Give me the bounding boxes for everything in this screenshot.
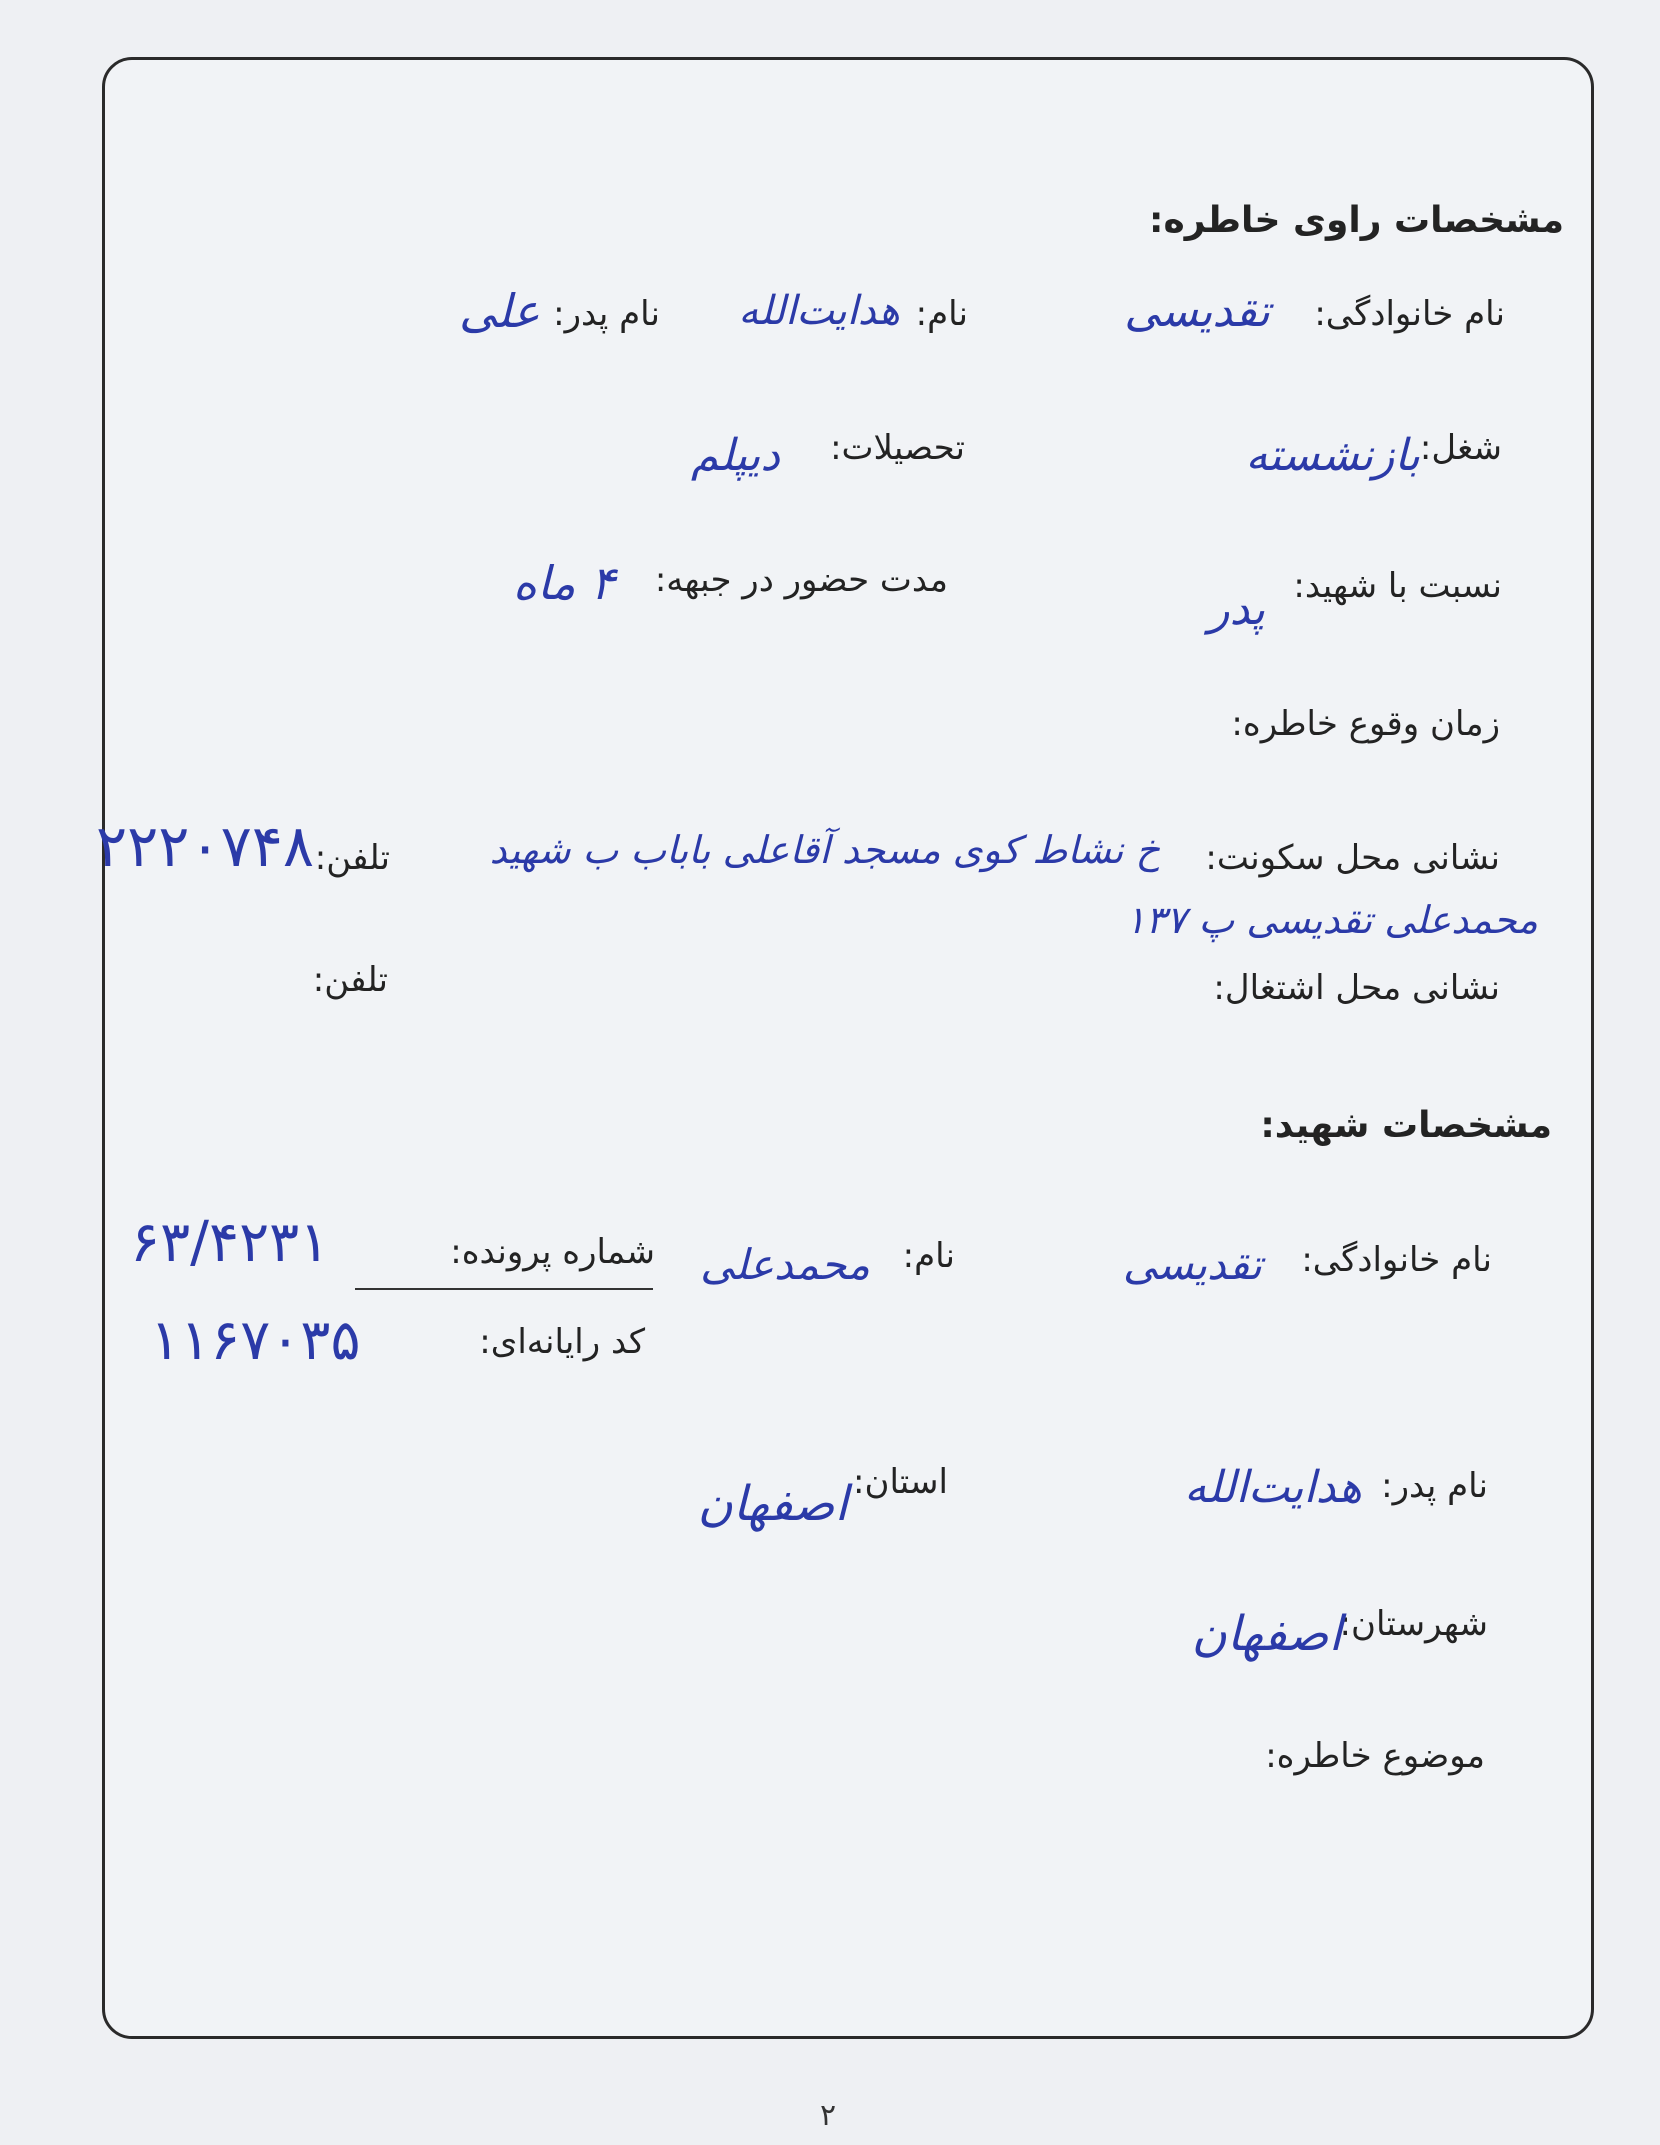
narrator-edu-label: تحصیلات: <box>830 428 965 468</box>
narrator-duration-label: مدت حضور در جبهه: <box>654 560 948 600</box>
narrator-name-label: نام: <box>915 294 968 334</box>
martyr-father-value: هدایت‌الله <box>1184 1462 1362 1513</box>
narrator-job-value: بازنشسته <box>1245 430 1420 481</box>
martyr-file-underline <box>355 1288 653 1290</box>
narrator-heading: مشخصات راوی خاطره: <box>1149 200 1564 241</box>
narrator-family-label: نام خانوادگی: <box>1314 294 1505 334</box>
martyr-province-value: اصفهان <box>697 1476 848 1532</box>
narrator-work-phone-label: تلفن: <box>312 960 388 1000</box>
martyr-family-label: نام خانوادگی: <box>1301 1240 1492 1280</box>
martyr-city-value: اصفهان <box>1191 1606 1342 1662</box>
narrator-time-label: زمان وقوع خاطره: <box>1231 704 1500 744</box>
narrator-duration-value: ۴ ماه <box>512 556 615 610</box>
narrator-address-label: نشانی محل سکونت: <box>1205 838 1500 878</box>
narrator-address-value-line1: خ نشاط کوی مسجد آقاعلی باباب ب شهید <box>489 828 1160 872</box>
martyr-code-value: ۱۱۶۷۰۳۵ <box>150 1308 361 1373</box>
narrator-name-value: هدایت‌الله <box>738 288 900 334</box>
martyr-code-label: کد رایانه‌ای: <box>479 1322 645 1362</box>
martyr-heading: مشخصات شهید: <box>1260 1105 1552 1146</box>
martyr-father-label: نام پدر: <box>1381 1466 1488 1506</box>
martyr-city-label: شهرستان: <box>1339 1604 1488 1644</box>
martyr-file-label: شماره پرونده: <box>450 1232 655 1272</box>
martyr-name-label: نام: <box>902 1236 955 1276</box>
narrator-father-value: علی <box>458 284 540 338</box>
narrator-family-value: تقدیسی <box>1124 286 1270 337</box>
page-number: ۲ <box>820 2098 837 2133</box>
martyr-province-label: استان: <box>853 1462 948 1502</box>
narrator-relation-value: پدر <box>1208 584 1265 635</box>
martyr-name-value: محمدعلی <box>700 1240 870 1289</box>
narrator-phone-value: ۲۲۲۰۷۴۸ <box>96 812 315 880</box>
narrator-job-label: شغل: <box>1419 428 1502 468</box>
narrator-relation-label: نسبت با شهید: <box>1293 566 1502 606</box>
narrator-edu-value: دیپلم <box>691 430 780 481</box>
martyr-file-value: ۶۳/۴۲۳۱ <box>130 1210 330 1275</box>
narrator-address-value-line2: محمدعلی تقدیسی پ ۱۳۷ <box>1125 898 1538 942</box>
narrator-father-label: نام پدر: <box>553 294 660 334</box>
martyr-family-value: تقدیسی <box>1122 1240 1262 1289</box>
narrator-phone-label: تلفن: <box>314 838 390 878</box>
narrator-work-address-label: نشانی محل اشتغال: <box>1213 968 1500 1008</box>
martyr-topic-label: موضوع خاطره: <box>1265 1736 1485 1776</box>
